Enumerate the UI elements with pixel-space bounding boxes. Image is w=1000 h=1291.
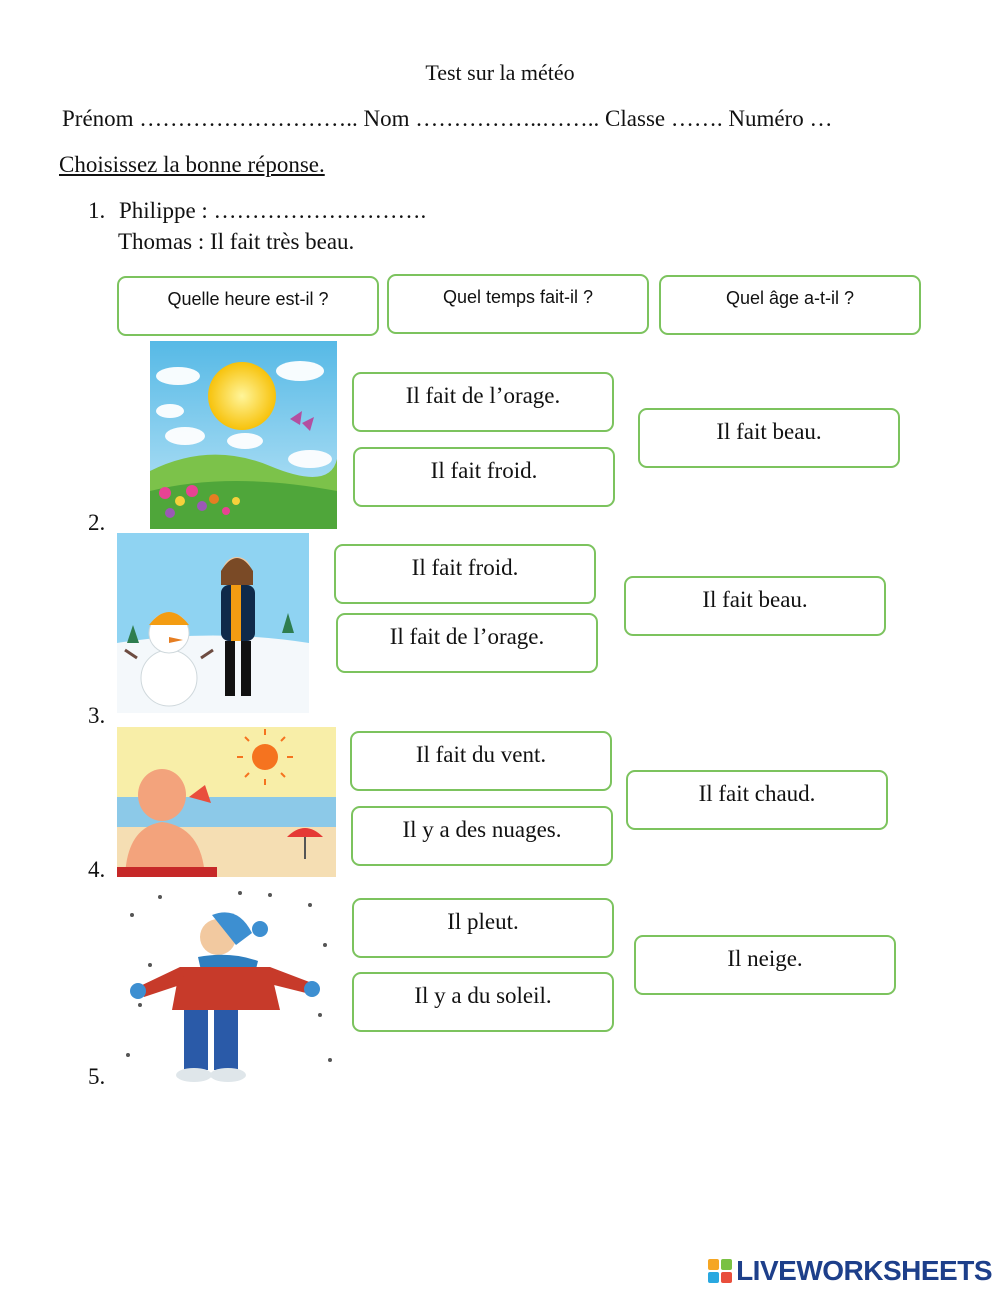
snowing-boy-image [120, 885, 340, 1090]
sunny-landscape-image [150, 341, 337, 529]
question-number: 3. [88, 703, 106, 728]
q1-option-1[interactable]: Quelle heure est-il ? [117, 276, 379, 336]
question-number: 4. [88, 857, 106, 882]
cold-girl-snowman-image [117, 533, 309, 713]
q5-option-1[interactable]: Il pleut. [352, 898, 614, 958]
question-1-line-2: Thomas : Il fait très beau. [118, 229, 355, 254]
q3-option-3[interactable]: Il fait beau. [624, 576, 886, 636]
q2-option-1[interactable]: Il fait de l’orage. [352, 372, 614, 432]
q5-option-2[interactable]: Il y a du soleil. [352, 972, 614, 1032]
q2-option-2[interactable]: Il fait froid. [353, 447, 615, 507]
question-1-prompt: Philippe : ………………………. [119, 198, 427, 223]
question-number: 1. [88, 198, 106, 223]
q3-option-2[interactable]: Il fait de l’orage. [336, 613, 598, 673]
question-number: 5. [88, 1064, 106, 1089]
instruction: Choisissez la bonne réponse. [59, 152, 325, 177]
brand-name: LIVEWORKSHEETS [736, 1255, 992, 1286]
student-info-line: Prénom ……………………….. Nom ……………..…….. Classe ……. Numéro … [62, 106, 833, 131]
q5-option-3[interactable]: Il neige. [634, 935, 896, 995]
worksheet-title: Test sur la météo [425, 60, 575, 85]
q4-option-3[interactable]: Il fait chaud. [626, 770, 888, 830]
q1-option-2[interactable]: Quel temps fait-il ? [387, 274, 649, 334]
q4-option-1[interactable]: Il fait du vent. [350, 731, 612, 791]
liveworksheets-logo [708, 1254, 992, 1288]
q3-option-1[interactable]: Il fait froid. [334, 544, 596, 604]
q4-option-2[interactable]: Il y a des nuages. [351, 806, 613, 866]
question-number: 2. [88, 510, 106, 535]
q1-option-3[interactable]: Quel âge a-t-il ? [659, 275, 921, 335]
hot-beach-man-image [117, 727, 336, 877]
logo-mark-icon [708, 1259, 732, 1283]
question-1-line-1 [88, 198, 426, 224]
q2-option-3[interactable]: Il fait beau. [638, 408, 900, 468]
